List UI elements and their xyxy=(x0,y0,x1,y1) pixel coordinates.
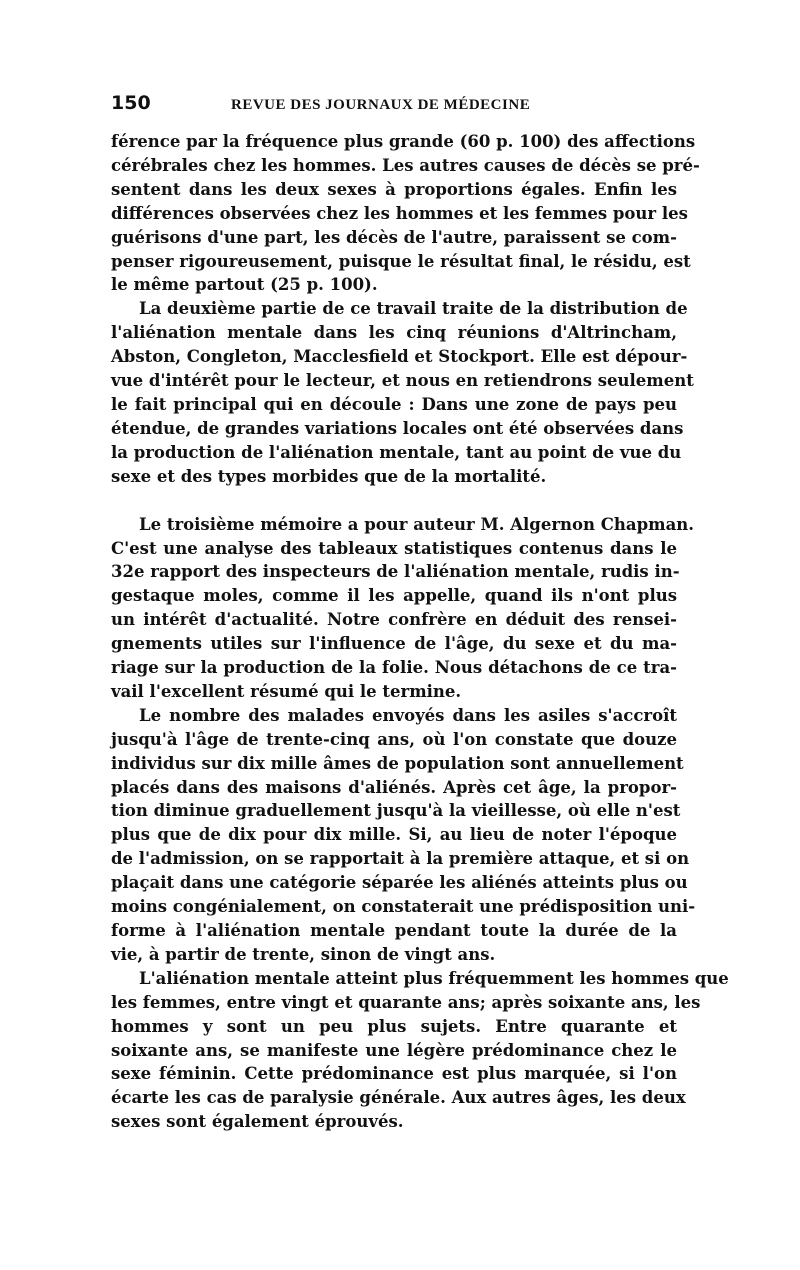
paragraph xyxy=(111,297,694,488)
text-line: C'est une analyse des tableaux statistiques contenus dans le xyxy=(111,538,677,558)
text-line: le fait principal qui en découle : Dans une zone de pays peu xyxy=(111,394,677,414)
paragraph-gap xyxy=(111,489,677,513)
text-line: écarte les cas de paralysie générale. Aux autres âges, les deux xyxy=(111,1088,686,1108)
text-line: placés dans des maisons d'aliénés. Après cet âge, la propor- xyxy=(111,777,677,797)
text-line: plus que de dix pour dix mille. Si, au lieu de noter l'époque xyxy=(111,825,677,845)
text-line: étendue, de grandes variations locales ont été observées dans xyxy=(111,418,684,438)
text-line: sexes sont également éprouvés. xyxy=(111,1112,404,1132)
text-line: soixante ans, se manifeste une légère prédominance chez le xyxy=(111,1040,677,1060)
text-line: différences observées chez les hommes et les femmes pour les xyxy=(111,203,688,223)
text-line: 32e rapport des inspecteurs de l'aliénation mentale, rudis in- xyxy=(111,562,680,582)
text-line: vie, à partir de trente, sinon de vingt ans. xyxy=(111,944,496,964)
text-line: sexe et des types morbides que de la mortalité. xyxy=(111,466,547,486)
text-line: La deuxième partie de ce travail traite de la distribution de xyxy=(139,299,688,319)
text-line: sentent dans les deux sexes à proportions égales. Enfin les xyxy=(111,179,677,199)
paragraph xyxy=(111,513,695,704)
text-line: la production de l'aliénation mentale, tant au point de vue du xyxy=(111,442,682,462)
text-line: vail l'excellent résumé qui le termine. xyxy=(111,681,462,701)
text-line: riage sur la production de la folie. Nous détachons de ce tra- xyxy=(111,658,677,678)
text-line: gnements utiles sur l'influence de l'âge, du sexe et du ma- xyxy=(111,634,677,654)
running-title: REVUE DES JOURNAUX DE MÉDECINE xyxy=(231,97,531,113)
paragraph xyxy=(111,967,729,1134)
text-line: plaçait dans une catégorie séparée les aliénés atteints plus ou xyxy=(111,873,688,893)
text-line: le même partout (25 p. 100). xyxy=(111,275,378,295)
text-line: les femmes, entre vingt et quarante ans; après soixante ans, les xyxy=(111,992,701,1012)
page-header xyxy=(111,92,677,122)
body-text xyxy=(111,130,729,1134)
text-line: Le troisième mémoire a pour auteur M. Algernon Chapman. xyxy=(139,514,695,534)
text-line: l'aliénation mentale dans les cinq réunions d'Altrincham, xyxy=(111,323,677,343)
text-line: de l'admission, on se rapportait à la première attaque, et si on xyxy=(111,849,690,869)
paragraph xyxy=(111,130,700,297)
text-line: L'aliénation mentale atteint plus fréquemment les hommes que xyxy=(139,968,729,988)
text-line: cérébrales chez les hommes. Les autres causes de décès se pré- xyxy=(111,155,700,175)
text-line: gestaque moles, comme il les appelle, quand ils n'ont plus xyxy=(111,586,677,606)
text-line: hommes y sont un peu plus sujets. Entre quarante et xyxy=(111,1016,677,1036)
text-line: férence par la fréquence plus grande (60 p. 100) des affections xyxy=(111,132,696,151)
paragraph xyxy=(111,704,696,967)
text-line: sexe féminin. Cette prédominance est plus marquée, si l'on xyxy=(111,1064,677,1084)
page-number: 150 xyxy=(111,92,151,114)
text-line: Le nombre des malades envoyés dans les asiles s'accroît xyxy=(139,705,677,725)
text-line: vue d'intérêt pour le lecteur, et nous en retiendrons seulement xyxy=(111,371,694,391)
text-line: jusqu'à l'âge de trente-cinq ans, où l'on constate que douze xyxy=(111,729,677,749)
text-line: forme à l'aliénation mentale pendant toute la durée de la xyxy=(111,921,677,940)
text-line: penser rigoureusement, puisque le résultat final, le résidu, est xyxy=(111,251,691,271)
text-line: individus sur dix mille âmes de population sont annuellement xyxy=(111,753,684,773)
book-page xyxy=(111,92,729,1134)
text-line: un intérêt d'actualité. Notre confrère en déduit des rensei- xyxy=(111,610,677,630)
text-line: guérisons d'une part, les décès de l'autre, paraissent se com- xyxy=(111,227,677,247)
text-line: Abston, Congleton, Macclesfield et Stockport. Elle est dépour- xyxy=(111,347,688,367)
text-line: moins congénialement, on constaterait une prédisposition uni- xyxy=(111,897,696,917)
text-line: tion diminue graduellement jusqu'à la vieillesse, où elle n'est xyxy=(111,801,681,821)
